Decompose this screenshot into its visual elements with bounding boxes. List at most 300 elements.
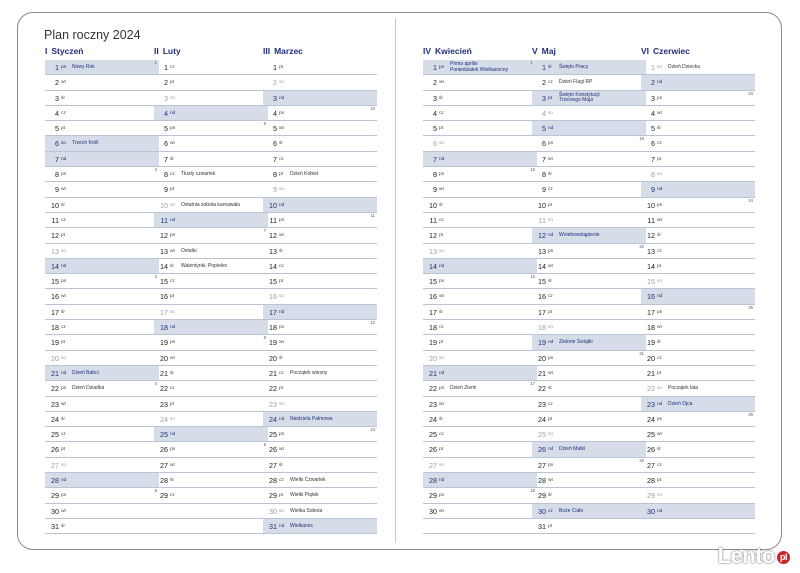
day-row <box>45 259 159 274</box>
day-row <box>532 305 646 320</box>
day-row <box>45 75 159 90</box>
day-number: 7 <box>542 154 546 164</box>
day-row <box>641 442 755 457</box>
day-row <box>532 106 646 121</box>
weekday-abbr: cz <box>170 493 175 499</box>
day-row <box>45 519 159 534</box>
day-number: 8 <box>651 170 655 180</box>
day-row <box>532 427 646 442</box>
day-number: 23 <box>647 399 655 409</box>
weekday-abbr: cz <box>548 80 553 86</box>
day-number: 25 <box>538 430 546 440</box>
day-number: 3 <box>542 93 546 103</box>
day-number: 15 <box>429 277 437 287</box>
day-row <box>263 442 377 457</box>
weekday-abbr: nd <box>548 126 554 132</box>
week-number: 8 <box>263 335 266 341</box>
day-number: 8 <box>542 170 546 180</box>
day-number: 15 <box>538 277 546 287</box>
weekday-abbr: nd <box>439 263 445 269</box>
day-row <box>154 519 268 534</box>
day-number: 23 <box>269 399 277 409</box>
day-row <box>154 458 268 473</box>
day-row <box>154 75 268 90</box>
day-row <box>263 244 377 259</box>
day-number: 1 <box>542 63 546 72</box>
weekday-abbr: nd <box>279 309 285 315</box>
day-number: 13 <box>160 246 168 256</box>
weekday-abbr: pn <box>279 110 285 116</box>
weekday-abbr: wt <box>279 340 284 346</box>
week-number: 11 <box>370 212 375 218</box>
day-number: 31 <box>51 521 59 531</box>
holiday-text: Początek lata <box>668 385 699 392</box>
weekday-abbr: cz <box>279 370 284 376</box>
weekday-abbr: pt <box>170 294 175 300</box>
day-row <box>423 488 537 503</box>
weekday-abbr: śr <box>279 355 283 361</box>
day-row <box>154 488 268 503</box>
day-row <box>641 519 755 534</box>
day-number: 30 <box>538 506 546 516</box>
weekday-abbr: pn <box>61 386 67 392</box>
weekday-abbr: wt <box>548 156 553 162</box>
day-number: 27 <box>647 460 655 470</box>
week-number: 20 <box>639 243 644 249</box>
day-number: 2 <box>164 78 168 88</box>
day-number: 18 <box>51 323 59 333</box>
holiday-text: Wielki Piątek <box>290 492 319 499</box>
day-row <box>263 427 377 442</box>
holiday-text: Ostatnia sobota karnawału <box>181 201 241 208</box>
day-row <box>154 473 268 488</box>
weekday-abbr: pt <box>279 279 284 285</box>
day-row <box>532 335 646 350</box>
day-row <box>263 305 377 320</box>
weekday-abbr: nd <box>279 202 285 208</box>
month-header: III Marzec <box>263 46 303 56</box>
day-number: 4 <box>651 108 655 118</box>
weekday-abbr: śr <box>548 279 552 285</box>
day-number: 8 <box>164 170 168 180</box>
weekday-abbr: cz <box>657 462 662 468</box>
weekday-abbr: so <box>279 294 285 300</box>
day-row <box>45 289 159 304</box>
day-number: 22 <box>647 384 655 394</box>
day-row <box>154 121 268 136</box>
week-number: 12 <box>370 320 375 326</box>
day-number: 26 <box>647 445 655 455</box>
weekday-abbr: śr <box>61 416 65 422</box>
day-row <box>532 381 646 396</box>
day-row <box>45 228 159 243</box>
day-row <box>154 259 268 274</box>
day-row <box>423 274 537 289</box>
weekday-abbr: pt <box>657 478 662 484</box>
weekday-abbr: so <box>548 325 554 331</box>
day-row <box>45 335 159 350</box>
day-number: 23 <box>429 399 437 409</box>
weekday-abbr: wt <box>657 325 662 331</box>
day-number: 1 <box>433 63 437 72</box>
weekday-abbr: so <box>170 95 176 101</box>
day-number: 29 <box>538 491 546 501</box>
holiday-text: Trzech Króli <box>72 140 99 147</box>
day-row <box>423 106 537 121</box>
week-number: 26 <box>748 411 753 417</box>
day-number: 6 <box>164 139 168 149</box>
day-row <box>154 381 268 396</box>
day-row <box>423 213 537 228</box>
weekday-abbr: śr <box>657 233 661 239</box>
day-row <box>532 274 646 289</box>
day-number: 6 <box>433 139 437 149</box>
day-number: 10 <box>160 200 168 210</box>
weekday-abbr: so <box>439 355 445 361</box>
weekday-abbr: śr <box>279 141 283 147</box>
day-number: 7 <box>164 154 168 164</box>
day-row <box>532 504 646 519</box>
weekday-abbr: pt <box>279 386 284 392</box>
day-number: 17 <box>160 307 168 317</box>
holiday-label <box>181 244 197 259</box>
day-number: 11 <box>429 215 437 225</box>
weekday-abbr: śr <box>439 95 443 101</box>
weekday-abbr: wt <box>170 355 175 361</box>
weekday-abbr: wt <box>548 478 553 484</box>
day-number: 5 <box>273 124 277 134</box>
day-row <box>263 289 377 304</box>
day-row <box>641 213 755 228</box>
day-row <box>641 458 755 473</box>
weekday-abbr: wt <box>439 187 444 193</box>
weekday-abbr: śr <box>61 202 65 208</box>
day-number: 26 <box>269 445 277 455</box>
weekday-abbr: nd <box>657 187 663 193</box>
day-row <box>641 412 755 427</box>
day-number: 23 <box>51 399 59 409</box>
day-number: 24 <box>269 414 277 424</box>
holiday-text: Początek wiosny <box>290 369 328 376</box>
day-row <box>263 366 377 381</box>
weekday-abbr: cz <box>170 279 175 285</box>
weekday-abbr: nd <box>548 447 554 453</box>
day-row <box>45 351 159 366</box>
weekday-abbr: pt <box>170 401 175 407</box>
holiday-label <box>668 381 698 396</box>
day-number: 12 <box>160 231 168 241</box>
day-number: 28 <box>429 476 437 486</box>
weekday-abbr: pn <box>439 65 445 70</box>
day-row <box>423 167 537 182</box>
weekday-abbr: so <box>439 462 445 468</box>
day-row <box>154 228 268 243</box>
day-number: 5 <box>164 124 168 134</box>
day-row <box>423 519 537 534</box>
day-number: 4 <box>55 108 59 118</box>
day-number: 27 <box>160 460 168 470</box>
weekday-abbr: śr <box>170 156 174 162</box>
weekday-abbr: nd <box>61 478 67 484</box>
day-row <box>154 198 268 213</box>
weekday-abbr: nd <box>170 217 176 223</box>
weekday-abbr: cz <box>61 217 66 223</box>
weekday-abbr: so <box>439 248 445 254</box>
holiday-label <box>450 381 476 396</box>
holiday-text: Boże Ciało <box>559 507 584 514</box>
day-row <box>532 458 646 473</box>
weekday-abbr: nd <box>170 325 176 331</box>
day-row <box>154 427 268 442</box>
weekday-abbr: wt <box>657 217 662 223</box>
day-list <box>423 60 537 534</box>
weekday-abbr: pt <box>439 447 444 453</box>
day-row <box>641 504 755 519</box>
day-number: 3 <box>433 93 437 103</box>
day-row <box>532 320 646 335</box>
holiday-text: Dzień Kobiet <box>290 171 319 178</box>
weekday-abbr: nd <box>439 478 445 484</box>
day-row <box>263 182 377 197</box>
weekday-abbr: nd <box>439 156 445 162</box>
day-row <box>423 75 537 90</box>
day-row <box>263 75 377 90</box>
day-row <box>45 504 159 519</box>
day-number: 3 <box>55 93 59 103</box>
day-row <box>423 473 537 488</box>
month-header: V Maj <box>532 46 556 56</box>
holiday-text: Dzień Flagi RP <box>559 79 593 86</box>
weekday-abbr: pt <box>657 263 662 269</box>
weekday-abbr: nd <box>170 110 176 116</box>
day-number: 21 <box>51 368 59 378</box>
day-number: 21 <box>538 368 546 378</box>
day-row <box>154 244 268 259</box>
day-row <box>263 488 377 503</box>
holiday-text: Dzień Dziadka <box>72 385 105 392</box>
weekday-abbr: śr <box>170 478 174 484</box>
month-column-february <box>154 46 268 534</box>
day-row <box>45 473 159 488</box>
holiday-text-line2: Poniedziałek Wielkanocny <box>450 66 509 73</box>
weekday-abbr: pn <box>170 340 176 346</box>
day-number: 17 <box>269 307 277 317</box>
day-number: 1 <box>164 63 168 72</box>
weekday-abbr: wt <box>170 141 175 147</box>
weekday-abbr: cz <box>61 110 66 116</box>
weekday-abbr: śr <box>439 309 443 315</box>
day-row <box>45 136 159 151</box>
holiday-label <box>181 259 227 274</box>
day-number: 16 <box>160 292 168 302</box>
week-number: 2 <box>154 167 157 173</box>
day-row <box>423 259 537 274</box>
weekday-abbr: wt <box>279 447 284 453</box>
day-row <box>532 289 646 304</box>
weekday-abbr: pn <box>548 355 554 361</box>
day-number: 17 <box>538 307 546 317</box>
weekday-abbr: pn <box>170 233 176 239</box>
day-row <box>532 397 646 412</box>
weekday-abbr: cz <box>439 217 444 223</box>
weekday-abbr: so <box>657 386 663 392</box>
day-number: 19 <box>51 338 59 348</box>
weekday-abbr: nd <box>170 432 176 438</box>
holiday-text: Dzień Babci <box>72 369 99 376</box>
day-number: 23 <box>538 399 546 409</box>
day-row <box>263 397 377 412</box>
holiday-label <box>72 136 99 151</box>
day-row <box>154 274 268 289</box>
weekday-abbr: wt <box>279 126 284 132</box>
day-row <box>154 335 268 350</box>
day-row <box>154 504 268 519</box>
weekday-abbr: wt <box>439 508 444 514</box>
day-row <box>532 442 646 457</box>
weekday-abbr: so <box>61 248 67 254</box>
day-row <box>423 351 537 366</box>
week-number: 16 <box>530 274 535 280</box>
day-row <box>154 182 268 197</box>
spine-divider <box>395 18 396 543</box>
day-number: 3 <box>273 93 277 103</box>
day-row <box>641 381 755 396</box>
day-number: 30 <box>647 506 655 516</box>
weekday-abbr: so <box>439 141 445 147</box>
day-number: 15 <box>269 277 277 287</box>
month-header: VI Czerwiec <box>641 46 690 56</box>
weekday-abbr: so <box>279 401 285 407</box>
day-row <box>263 152 377 167</box>
holiday-text: Prima aprilis <box>450 61 478 67</box>
weekday-abbr: so <box>548 432 554 438</box>
day-number: 26 <box>160 445 168 455</box>
holiday-text: Walentynki, Popielec <box>181 262 228 269</box>
weekday-abbr: wt <box>170 248 175 254</box>
day-number: 6 <box>273 139 277 149</box>
day-number: 17 <box>429 307 437 317</box>
day-number: 28 <box>647 476 655 486</box>
weekday-abbr: so <box>657 65 663 70</box>
day-number: 27 <box>51 460 59 470</box>
day-number: 7 <box>651 154 655 164</box>
day-row <box>532 244 646 259</box>
day-row <box>154 351 268 366</box>
day-row <box>263 335 377 350</box>
weekday-abbr: pn <box>61 279 67 285</box>
weekday-abbr: pn <box>439 172 445 178</box>
day-number: 19 <box>647 338 655 348</box>
day-number: 14 <box>647 261 655 271</box>
week-number: 21 <box>639 350 644 356</box>
day-number: 10 <box>647 200 655 210</box>
weekday-abbr: nd <box>61 156 67 162</box>
day-row <box>423 381 537 396</box>
day-number: 22 <box>429 384 437 394</box>
day-row <box>154 320 268 335</box>
day-row <box>263 136 377 151</box>
weekday-abbr: pt <box>548 416 553 422</box>
day-number: 10 <box>429 200 437 210</box>
day-row <box>423 121 537 136</box>
week-number: 15 <box>530 167 535 173</box>
weekday-abbr: wt <box>61 294 66 300</box>
day-number: 6 <box>651 139 655 149</box>
holiday-text: Święto Pracy <box>559 64 589 70</box>
weekday-abbr: pn <box>279 325 285 331</box>
weekday-abbr: so <box>548 217 554 223</box>
day-row <box>641 244 755 259</box>
day-list <box>154 60 268 534</box>
day-number: 10 <box>269 200 277 210</box>
day-row <box>532 519 646 534</box>
day-row <box>154 397 268 412</box>
day-number: 31 <box>538 521 546 531</box>
weekday-abbr: pn <box>279 217 285 223</box>
day-row <box>263 121 377 136</box>
holiday-text: Nowy Rok <box>72 64 95 70</box>
day-number: 5 <box>542 124 546 134</box>
day-row <box>45 412 159 427</box>
holiday-label <box>668 60 700 75</box>
day-row <box>641 305 755 320</box>
day-number: 15 <box>647 277 655 287</box>
weekday-abbr: nd <box>61 263 67 269</box>
day-number: 6 <box>55 139 59 149</box>
weekday-abbr: pn <box>548 248 554 254</box>
day-row <box>45 366 159 381</box>
day-row <box>641 167 755 182</box>
weekday-abbr: pn <box>439 493 445 499</box>
month-header: II Luty <box>154 46 181 56</box>
week-number: 13 <box>370 427 375 433</box>
holiday-label <box>72 381 104 396</box>
day-number: 4 <box>164 108 168 118</box>
day-number: 18 <box>647 323 655 333</box>
day-number: 21 <box>429 368 437 378</box>
day-row <box>45 458 159 473</box>
day-row <box>263 473 377 488</box>
weekday-abbr: pt <box>61 447 66 453</box>
weekday-abbr: pn <box>548 462 554 468</box>
day-row <box>45 121 159 136</box>
day-row <box>263 274 377 289</box>
day-row <box>532 213 646 228</box>
day-number: 12 <box>647 231 655 241</box>
holiday-text: Wielka Sobota <box>290 507 323 514</box>
day-number: 11 <box>647 215 655 225</box>
week-number: 7 <box>263 228 266 234</box>
day-row <box>154 442 268 457</box>
day-number: 23 <box>160 399 168 409</box>
day-row <box>423 366 537 381</box>
weekday-abbr: pt <box>548 95 553 101</box>
day-number: 11 <box>160 215 168 225</box>
holiday-label <box>559 60 588 75</box>
day-row <box>45 167 159 182</box>
day-row <box>423 442 537 457</box>
day-number: 13 <box>647 246 655 256</box>
weekday-abbr: nd <box>439 370 445 376</box>
week-number: 1 <box>154 60 157 65</box>
day-number: 15 <box>160 277 168 287</box>
day-number: 30 <box>269 506 277 516</box>
day-row <box>532 351 646 366</box>
weekday-abbr: śr <box>170 263 174 269</box>
day-number: 17 <box>647 307 655 317</box>
weekday-abbr: cz <box>439 325 444 331</box>
day-row <box>423 335 537 350</box>
